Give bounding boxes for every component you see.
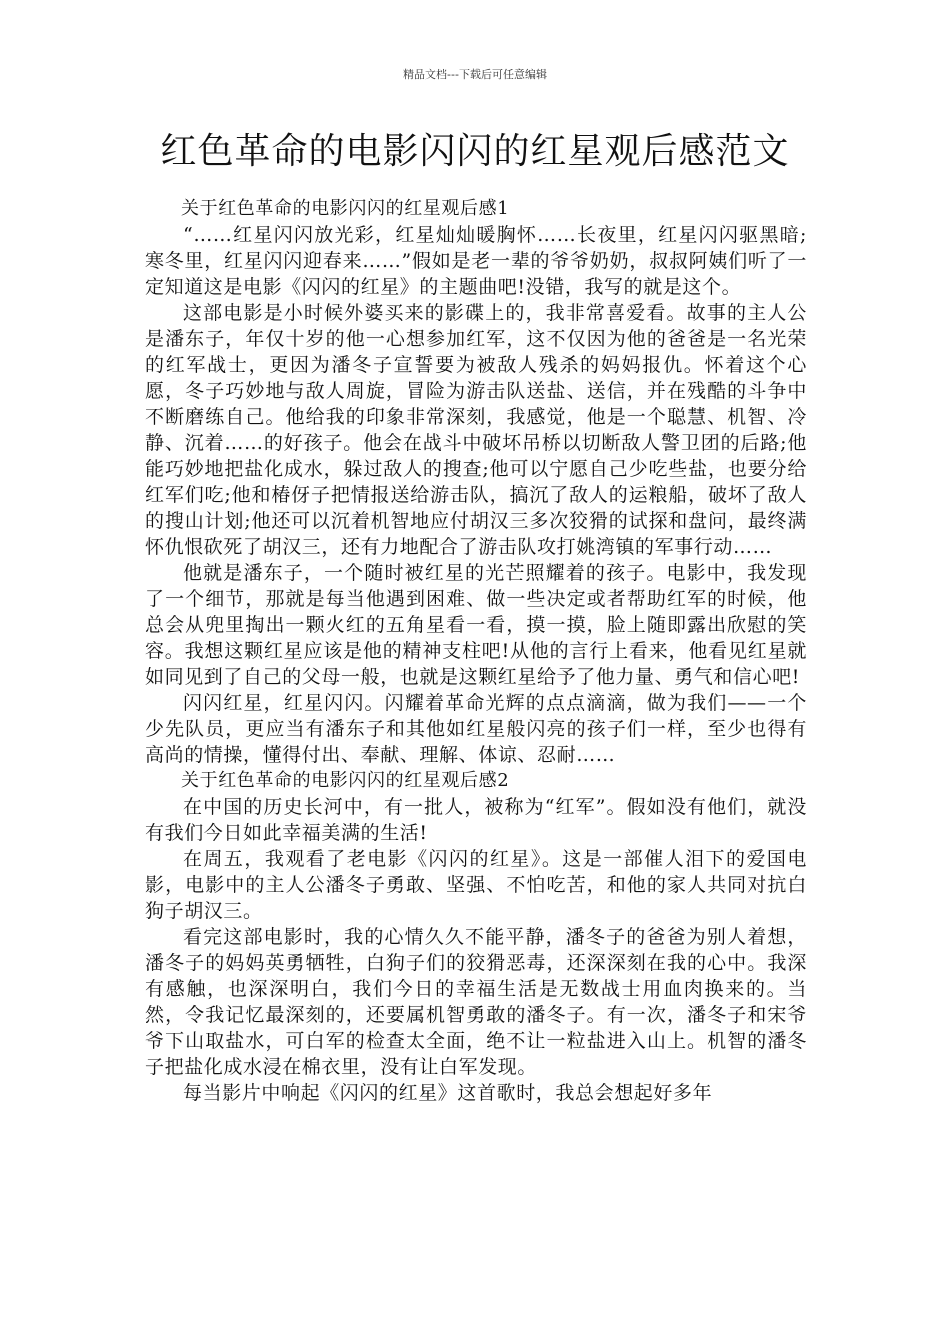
paragraph: 他就是潘东子，一个随时被红星的光芒照耀着的孩子。电影中，我发现了一个细节，那就是每当他遇到困难、做一些决定或者帮助红军的时候，他总会从兜里掏出一颗火红的五角星看一看，摸一摸，脸上随即露出欣慰的笑容。我想这颗红星应该是他的精神支柱吧!从他的言行上看来，他看见红星就如同见到了自己的父母一般，也就是这颗红星给予了他力量、勇气和信心吧! (145, 562, 807, 688)
paragraph: 在周五，我观看了老电影《闪闪的红星》。这是一部催人泪下的爱国电影，电影中的主人公潘冬子勇敢、坚强、不怕吃苦，和他的家人共同对抗白狗子胡汉三。 (145, 848, 807, 922)
header-note: 精品文档---下载后可任意编辑 (403, 68, 547, 81)
document-title: 红色革命的电影闪闪的红星观后感范文 (160, 131, 790, 172)
paragraph: 每当影片中响起《闪闪的红星》这首歌时，我总会想起好多年 (183, 1082, 713, 1104)
section-heading-1: 关于红色革命的电影闪闪的红星观后感1 (181, 198, 510, 219)
document-body (145, 196, 807, 1106)
paragraph: 这部电影是小时候外婆买来的影碟上的，我非常喜爱看。故事的主人公是潘东子，年仅十岁的他一心想参加红军，这不仅因为他的爸爸是一名光荣的红军战士，更因为潘冬子宣誓要为被敌人残杀的妈妈报仇。怀着这个心愿，冬子巧妙地与敌人周旋，冒险为游击队送盐、送信，并在残酷的斗争中不断磨练自己。他给我的印象非常深刻，我感觉，他是一个聪慧、机智、冷静、沉着……的好孩子。他会在战斗中破坏吊桥以切断敌人警卫团的后路;他能巧妙地把盐化成水，躲过敌人的搜查;他可以宁愿自己少吃些盐，也要分给红军们吃;他和椿伢子把情报送给游击队，搞沉了敌人的运粮船，破坏了敌人的搜山计划;他还可以沉着机智地应付胡汉三多次狡猾的试探和盘问，最终满怀仇恨砍死了胡汉三，还有力地配合了游击队攻打姚湾镇的军事行动…… (145, 302, 807, 558)
section-heading-2: 关于红色革命的电影闪闪的红星观后感2 (181, 770, 510, 791)
paragraph: 看完这部电影时，我的心情久久不能平静，潘冬子的爸爸为别人着想，潘冬子的妈妈英勇牺牲，白狗子们的狡猾恶毒，还深深刻在我的心中。我深有感触，也深深明白，我们今日的幸福生活是无数战士用血肉换来的。当然，令我记忆最深刻的，还要属机智勇敢的潘冬子。有一次，潘冬子和宋爷爷下山取盐水，可白军的检查太全面，绝不让一粒盐进入山上。机智的潘冬子把盐化成水浸在棉衣里，没有让白军发现。 (145, 926, 807, 1078)
paragraph: 闪闪红星，红星闪闪。闪耀着革命光辉的点点滴滴，做为我们——一个少先队员，更应当有潘东子和其他如红星般闪亮的孩子们一样，至少也得有高尚的情操，懂得付出、奉献、理解、体谅、忍耐…… (145, 692, 807, 766)
paragraph: 在中国的历史长河中，有一批人，被称为“红军”。假如没有他们，就没有我们今日如此幸福美满的生活! (145, 796, 807, 844)
paragraph: “……红星闪闪放光彩，红星灿灿暖胸怀……长夜里，红星闪闪驱黑暗;寒冬里，红星闪闪迎春来……”假如是老一辈的爷爷奶奶，叔叔阿姨们听了一定知道这是电影《闪闪的红星》的主题曲吧!没错，我写的就是这个。 (145, 224, 807, 298)
